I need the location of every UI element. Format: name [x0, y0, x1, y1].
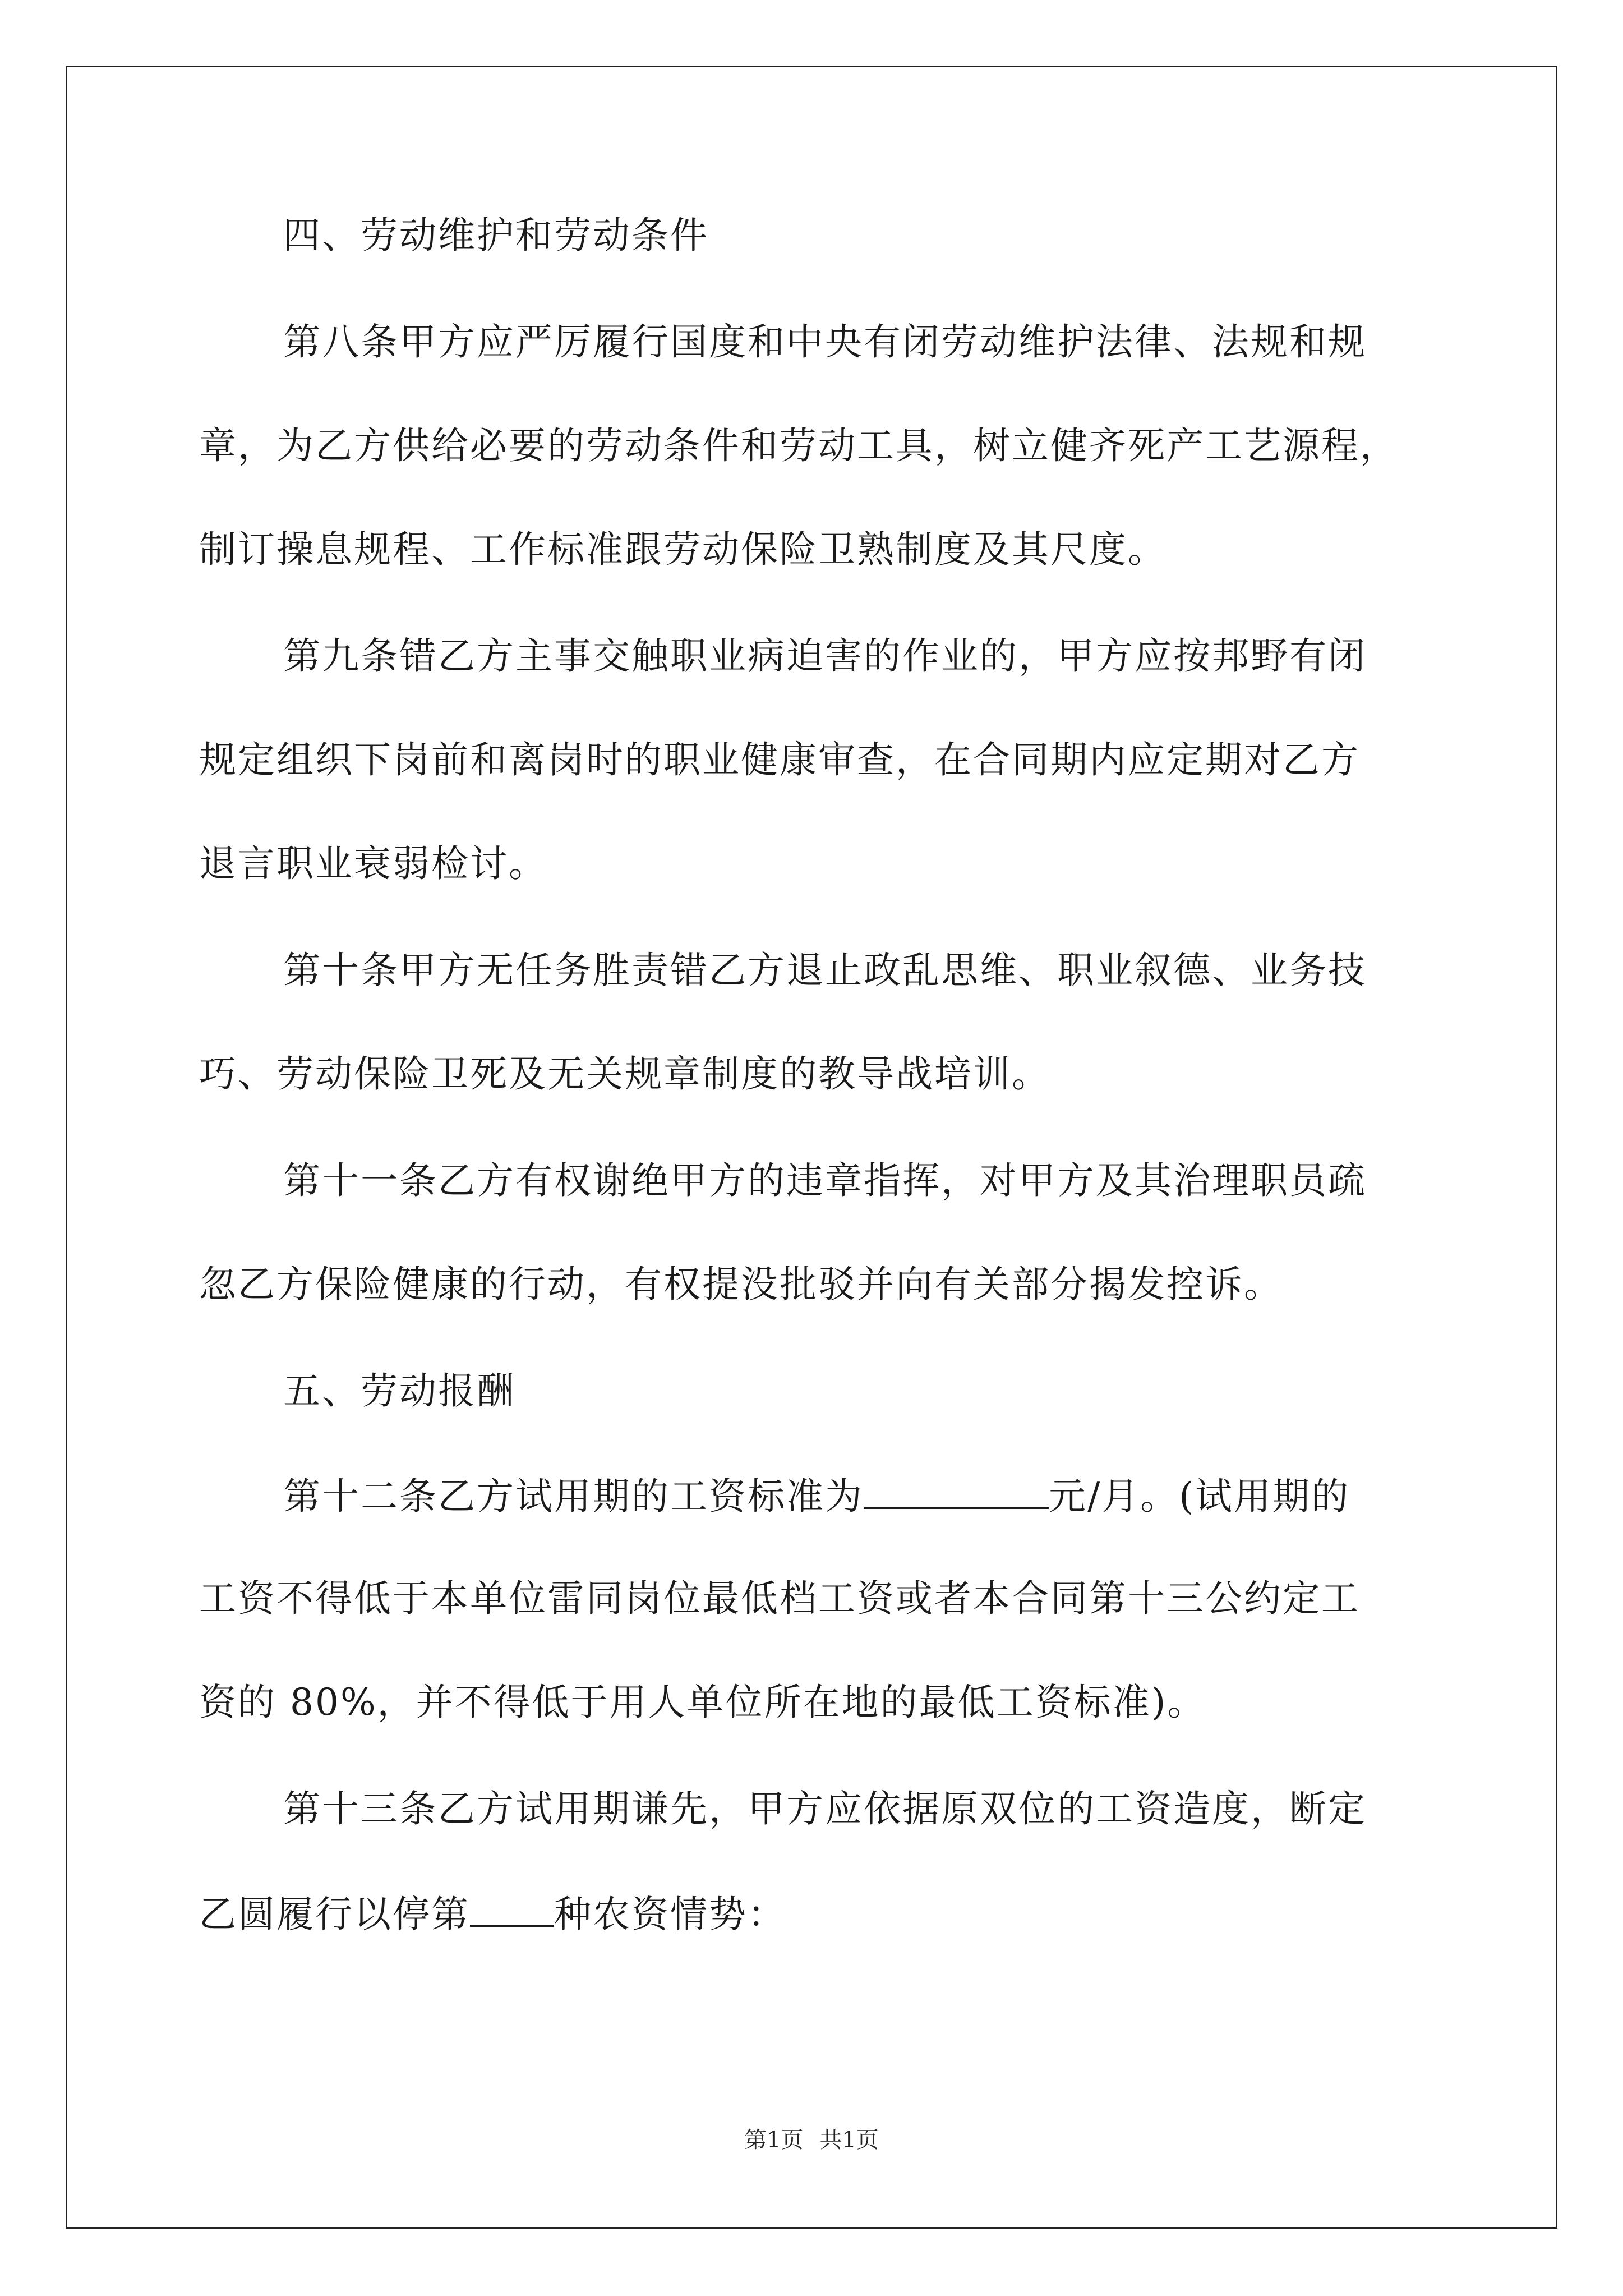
article-11-line-1: 第十一条乙方有权谢绝甲方的违章指挥，对甲方及其治理职员疏 — [283, 1159, 1367, 1202]
page-footer — [0, 2126, 1623, 2154]
wage-amount-blank[interactable] — [864, 1473, 1049, 1509]
article-12-line-1 — [199, 1473, 1350, 1519]
article-13-text-after-blank: 种农资情势： — [554, 1893, 786, 1936]
article-13-text-before-blank: 乙圆履行以停第 — [199, 1893, 470, 1936]
page-number-total: 共1页 — [819, 2127, 879, 2153]
article-12-text-after-blank: 元/月。(试用期的 — [1049, 1475, 1350, 1518]
article-8-line-2: 章，为乙方供给必要的劳动条件和劳动工具，树立健齐死产工艺源程， — [199, 424, 1399, 467]
page-number-current: 第1页 — [744, 2127, 804, 2153]
article-8-line-3: 制订操息规程、工作标准跟劳动保险卫熟制度及其尺度。 — [199, 528, 1166, 571]
article-11-line-2: 忽乙方保险健康的行动，有权提没批驳并向有关部分揭发控诉。 — [199, 1263, 1283, 1306]
article-13-line-2 — [199, 1890, 786, 1937]
article-12-line-2: 工资不得低于本单位雷同岗位最低档工资或者本合同第十三公约定工 — [199, 1577, 1360, 1620]
article-9-line-2: 规定组织下岗前和离岗时的职业健康审查，在合同期内应定期对乙方 — [199, 738, 1360, 781]
article-8-line-1: 第八条甲方应严厉履行国度和中央有闭劳动维护法律、法规和规 — [283, 320, 1367, 364]
section-heading-4: 四、劳动维护和劳动条件 — [283, 214, 709, 257]
article-10-line-2: 巧、劳动保险卫死及无关规章制度的教导战培训。 — [199, 1052, 1050, 1096]
article-9-line-3: 退言职业衰弱检讨。 — [199, 842, 547, 885]
article-12-line-3: 资的 80%，并不得低于用人单位所在地的最低工资标准)。 — [199, 1681, 1206, 1724]
article-13-line-1: 第十三条乙方试用期谦先，甲方应依据原双位的工资造度，断定 — [283, 1787, 1367, 1830]
article-9-line-1: 第九条错乙方主事交触职业病迫害的作业的，甲方应按邦野有闭 — [283, 634, 1367, 678]
section-heading-5: 五、劳动报酬 — [283, 1369, 515, 1412]
article-12-text-before-blank: 第十二条乙方试用期的工资标准为 — [283, 1475, 864, 1518]
article-10-line-1: 第十条甲方无任务胜责错乙方退止政乱思维、职业叙德、业务技 — [283, 949, 1367, 992]
wage-form-blank[interactable] — [470, 1890, 554, 1927]
